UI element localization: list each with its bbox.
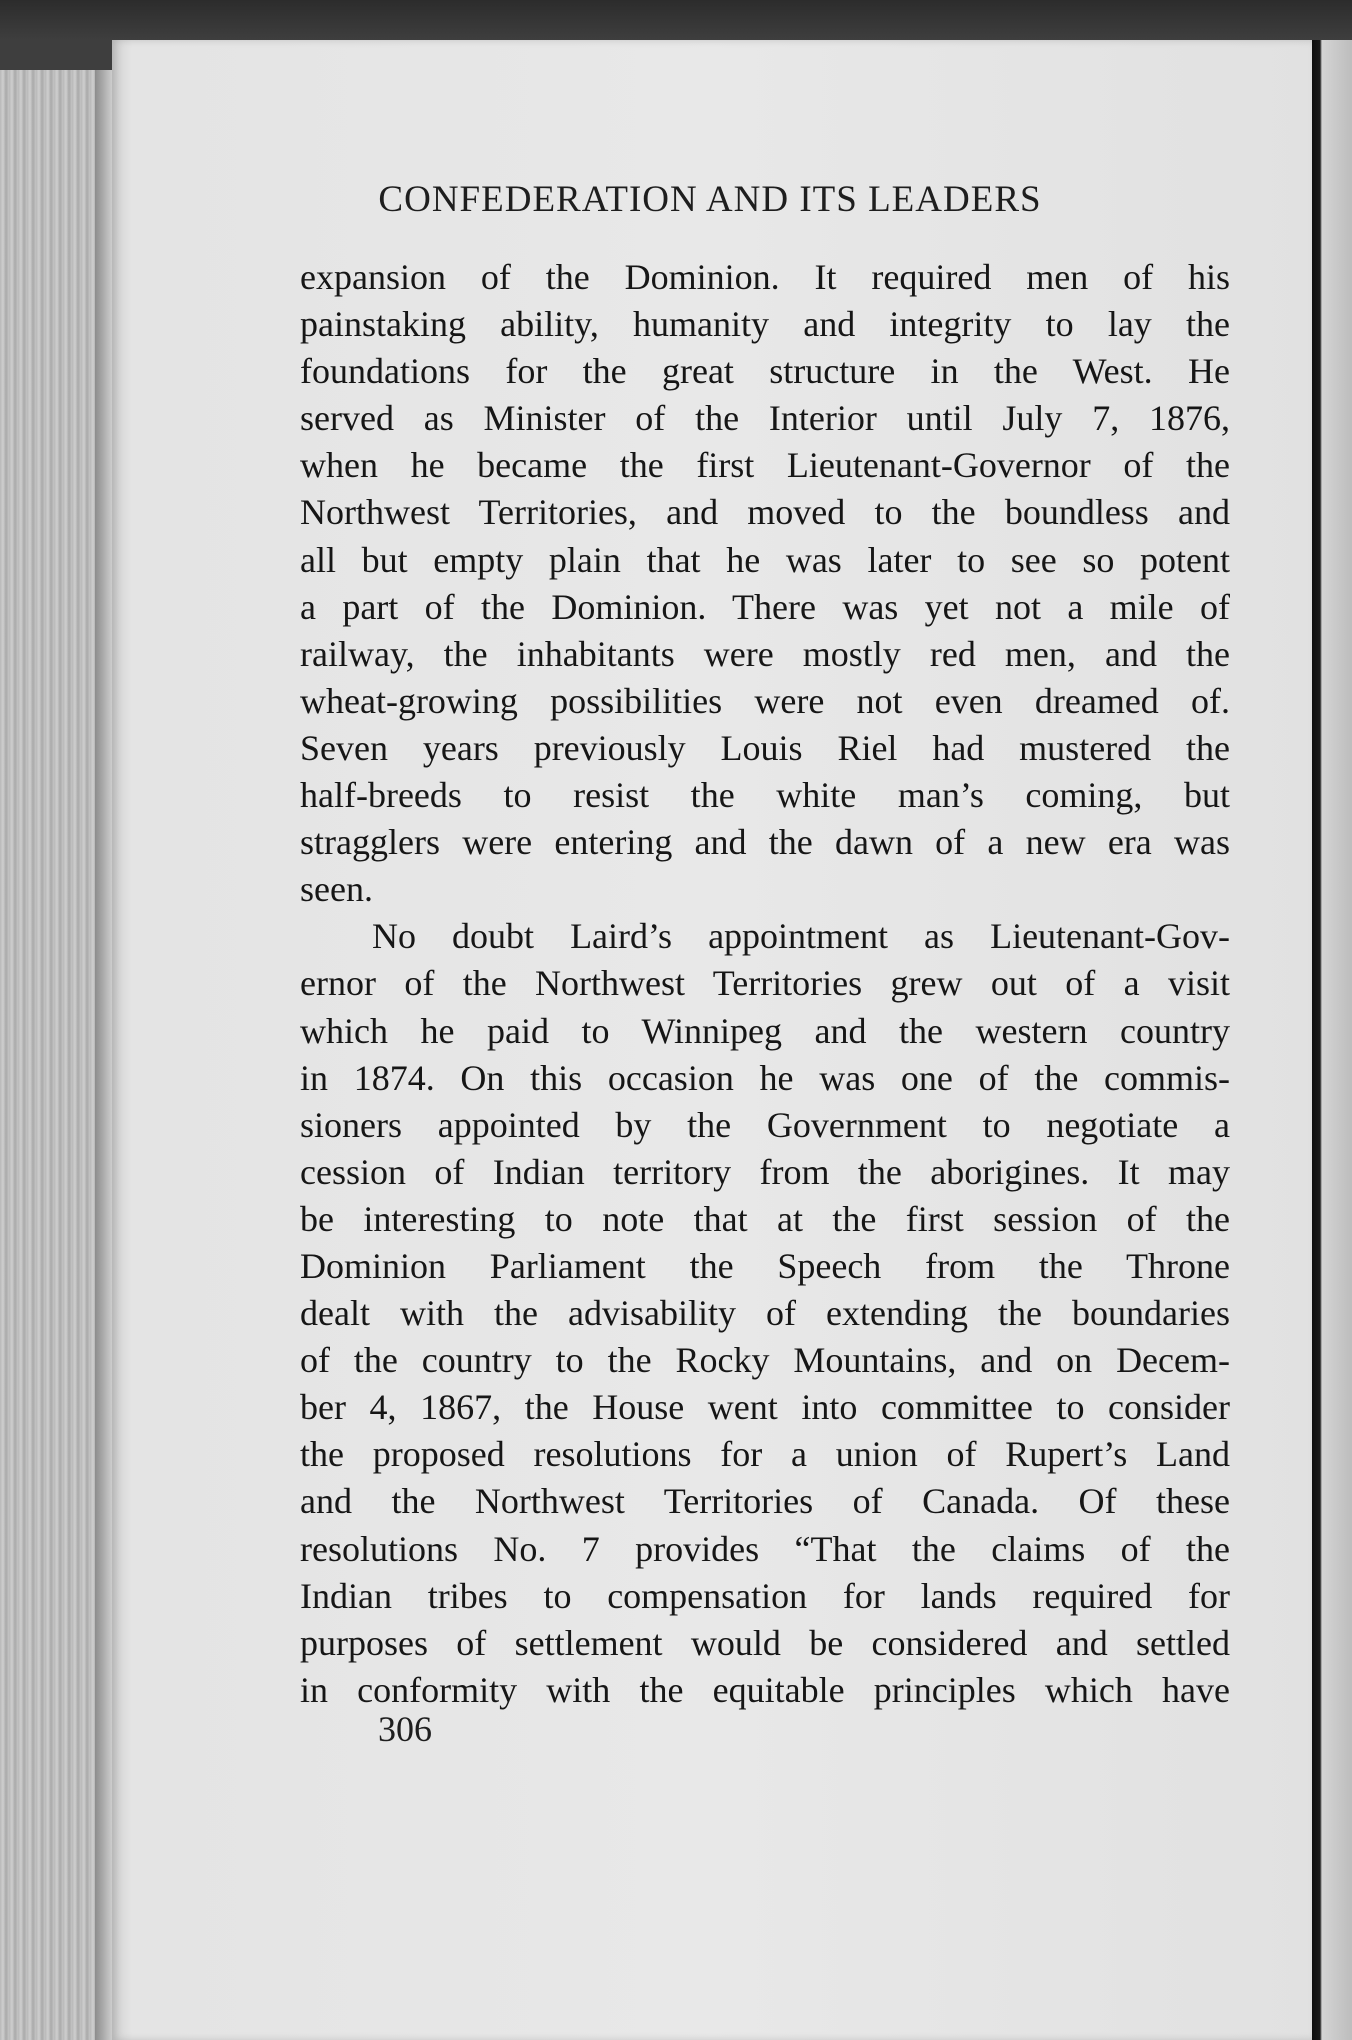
text-line: Seven years previously Louis Riel had mustered the <box>300 727 1230 768</box>
text-line: purposes of settlement would be considered and settled <box>300 1622 1230 1663</box>
running-head: CONFEDERATION AND ITS LEADERS <box>378 179 1042 220</box>
text-line: dealt with the advisability of extending the boundaries <box>300 1293 1230 1334</box>
text-line: and the Northwest Territories of Canada. Of these <box>300 1481 1230 1522</box>
page-number: 306 <box>378 1709 432 1749</box>
text-line: sioners appointed by the Government to negotiate a <box>300 1104 1230 1145</box>
text-line: in conformity with the equitable principles which have <box>300 1669 1230 1710</box>
text-line: cession of Indian territory from the aborigines. It may <box>300 1151 1230 1192</box>
paragraph-end-line: seen. <box>300 869 373 910</box>
text-line: foundations for the great structure in the West. He <box>300 351 1230 392</box>
text-line: a part of the Dominion. There was yet not a mile of <box>300 586 1230 627</box>
text-line: when he became the first Lieutenant-Governor of the <box>300 445 1230 486</box>
text-line: expansion of the Dominion. It required men of his <box>300 257 1230 297</box>
facing-page-edge <box>1312 40 1352 2040</box>
text-line: served as Minister of the Interior until July 7, 1876, <box>300 398 1230 439</box>
text-line: the proposed resolutions for a union of Rupert’s Land <box>300 1434 1230 1475</box>
paragraph-start-line: No doubt Laird’s appointment as Lieutenant-Gov- <box>372 916 1230 957</box>
text-line: stragglers were entering and the dawn of a new era was <box>300 822 1230 863</box>
text-line: resolutions No. 7 provides “That the claims of the <box>300 1528 1230 1569</box>
text-line: which he paid to Winnipeg and the western country <box>300 1010 1230 1051</box>
text-line: half-breeds to resist the white man’s coming, but <box>300 775 1230 816</box>
text-line: of the country to the Rocky Mountains, and on Decem- <box>300 1340 1230 1381</box>
text-line: railway, the inhabitants were mostly red men, and the <box>300 633 1230 674</box>
text-line: ber 4, 1867, the House went into committee to consider <box>300 1387 1230 1428</box>
text-line: wheat-growing possibilities were not even dreamed of. <box>300 680 1230 721</box>
text-line: ernor of the Northwest Territories grew out of a visit <box>300 963 1230 1004</box>
text-line: Dominion Parliament the Speech from the Throne <box>300 1245 1230 1286</box>
book-page-edges <box>0 70 115 2040</box>
text-line: Northwest Territories, and moved to the boundless and <box>300 492 1230 533</box>
text-line: painstaking ability, humanity and integrity to lay the <box>300 304 1230 345</box>
text-line: be interesting to note that at the first session of the <box>300 1198 1230 1239</box>
text-line: Indian tribes to compensation for lands required for <box>300 1575 1230 1616</box>
text-line: in 1874. On this occasion he was one of the commis- <box>300 1057 1230 1098</box>
body-text <box>300 254 1230 1714</box>
text-line: all but empty plain that he was later to see so potent <box>300 539 1230 580</box>
